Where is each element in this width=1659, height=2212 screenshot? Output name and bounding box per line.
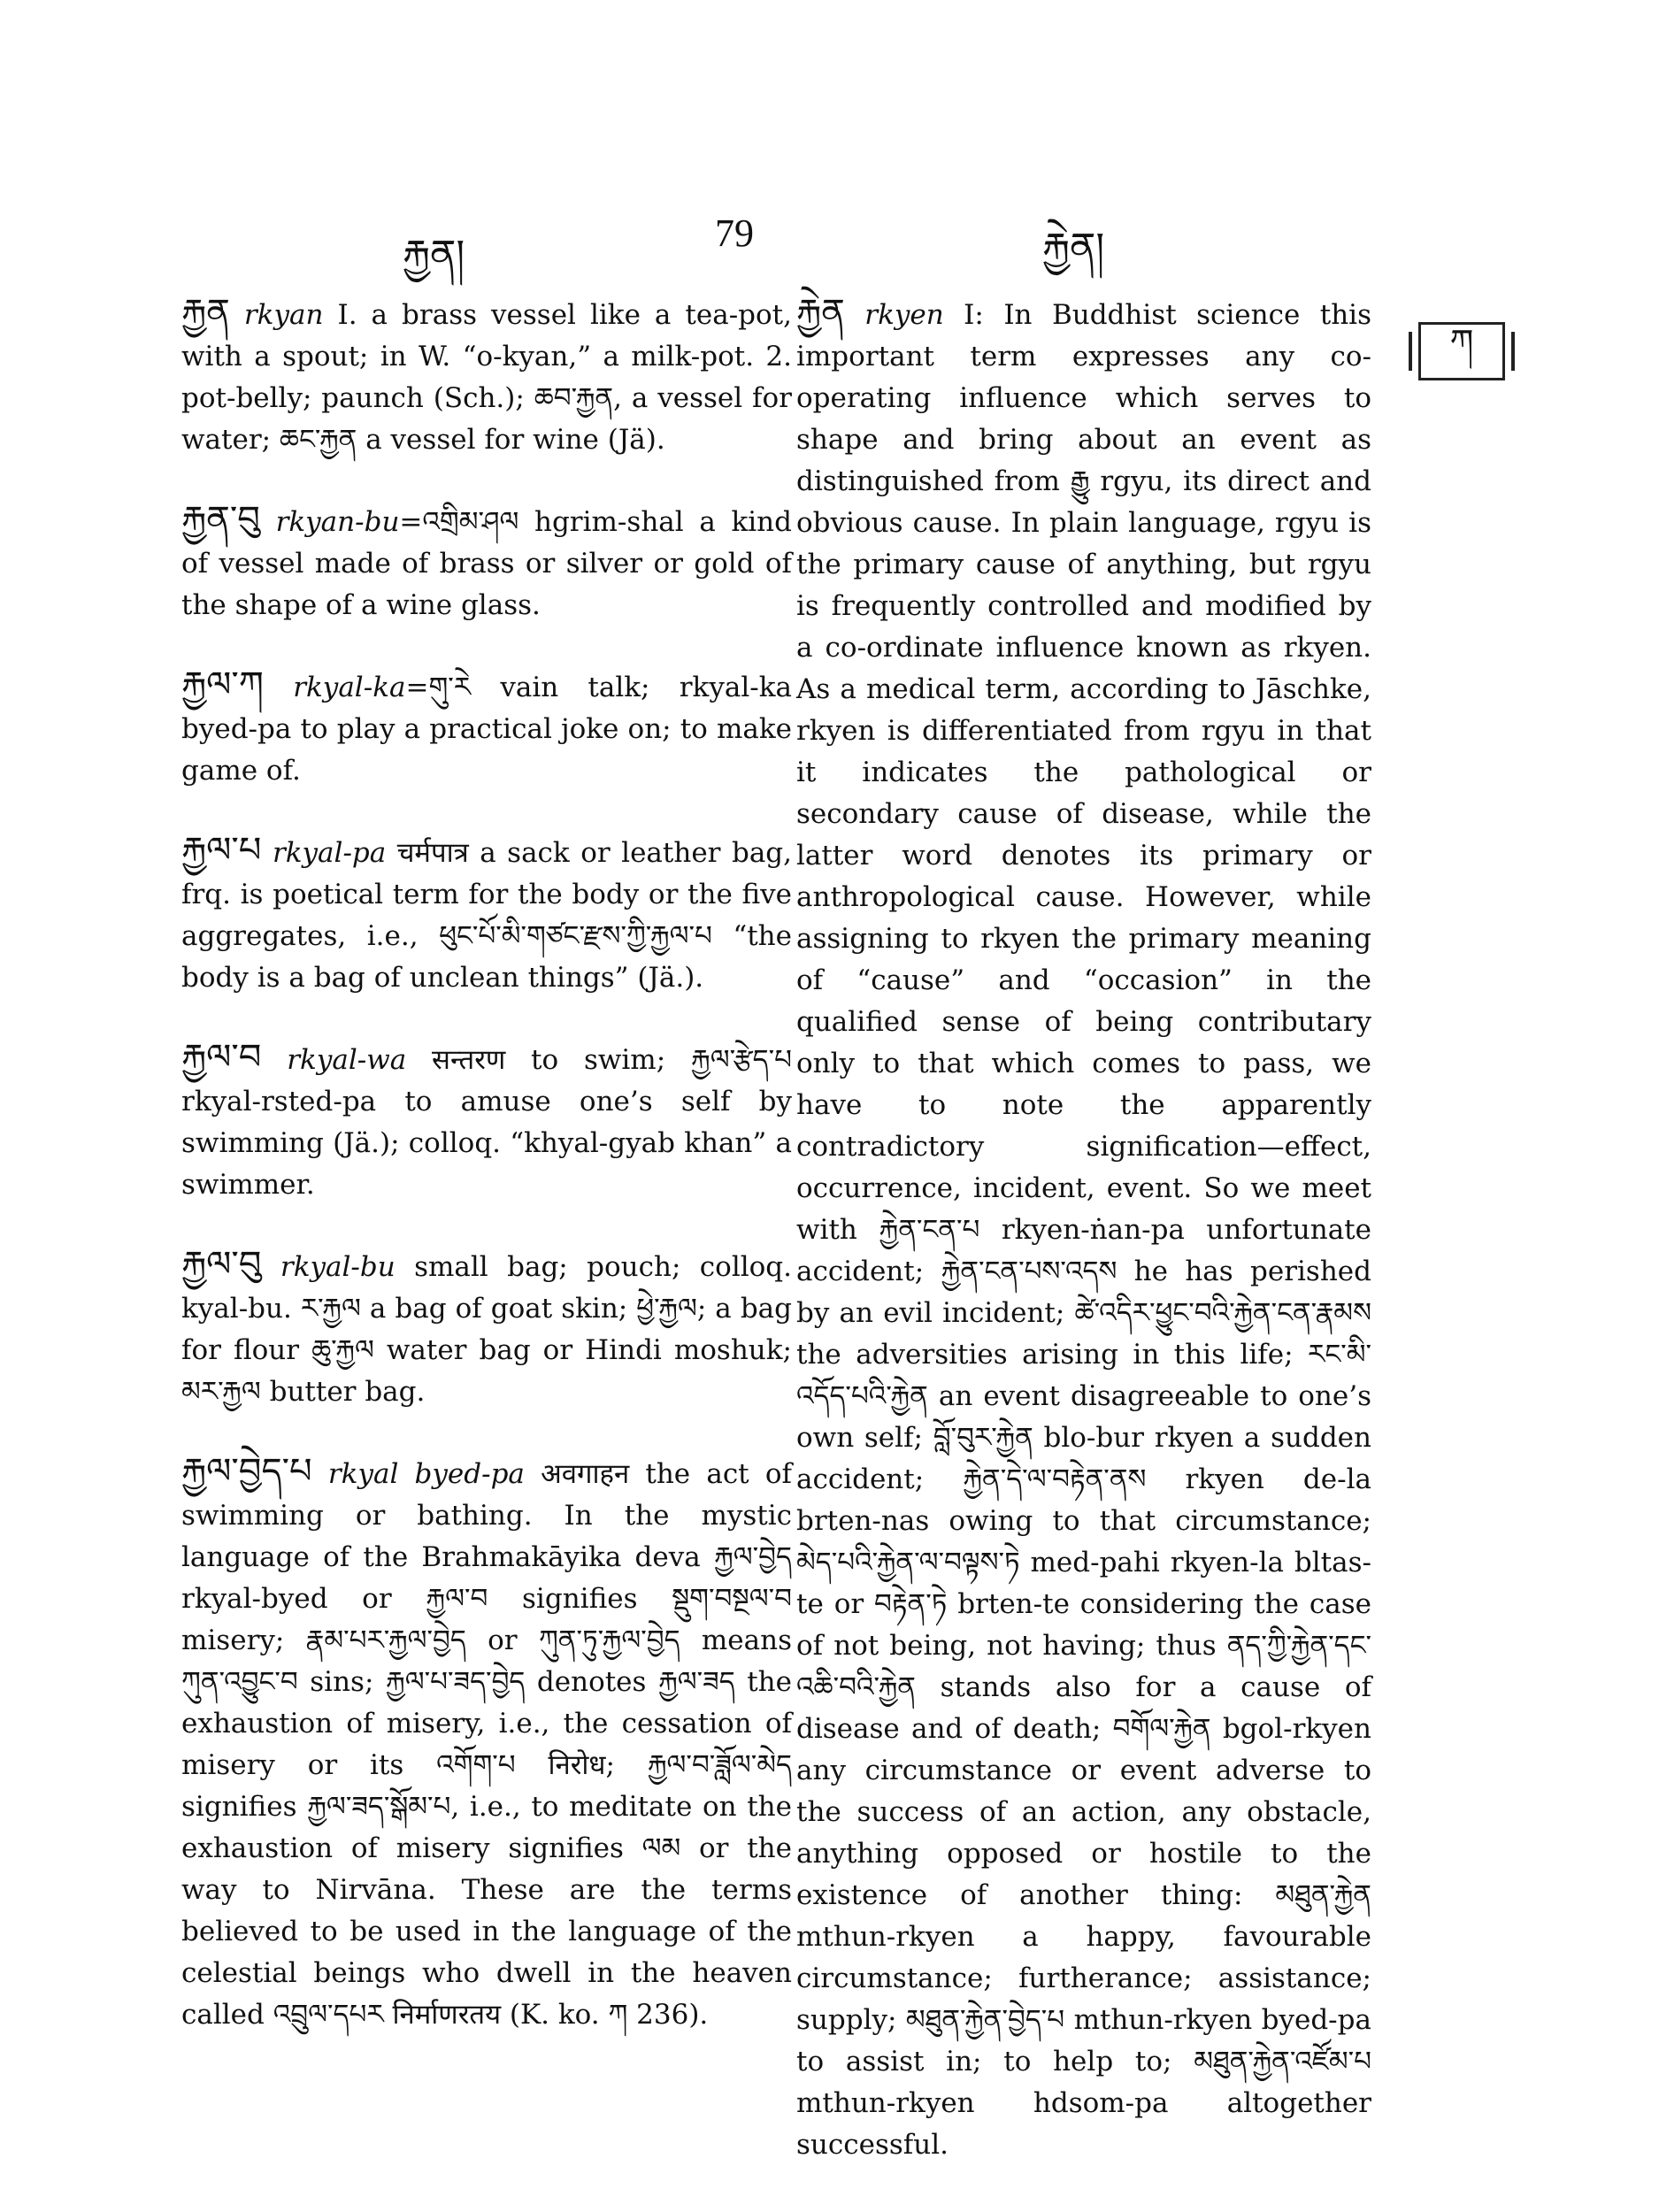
dictionary-entry — [181, 499, 792, 626]
dictionary-entry — [181, 830, 792, 999]
entry-transliteration: rkyal-wa — [287, 1044, 407, 1076]
entry-definition: चर्मपात्र a sack or leather bag, frq. is poetical term for the body or the five aggregates, i.e., ཕུང་པོ་མི་གཙང་རྫས་ཀྱི་རྐྱལ་པ “the body is a bag of unclean things” (Jä.). — [181, 837, 792, 994]
dictionary-entry — [181, 292, 792, 461]
entry-transliteration: rkyal-ka — [293, 672, 406, 703]
entry-definition: =གུ་རེ vain talk; rkyal-ka byed-pa to play a practical joke on; to make game of. — [181, 672, 792, 787]
entry-transliteration: rkyan-bu — [275, 506, 400, 538]
entry-headword: རྐྱལ་བ — [181, 1037, 262, 1078]
entry-definition: अवगाहन the act of swimming or bathing. In the mystic language of the Brahmakāyika deva རྐྱལ་བྱེད rkyal-byed or རྐྱལ་བ signifies སྡུག་བསྔལ་བ misery; རྣམ་པར་རྐྱལ་བྱེད or ཀུན་ཏུ་རྐྱལ་བྱེད means ཀུན་འབྱུང་བ sins; རྐྱལ་པ་ཟད་བྱེད denotes རྐྱལ་ཟད the exhaustion of misery, i.e., the cessation of misery or its འགོག་པ निरोध; རྐྱལ་བ་ཟློལ་མེད signifies རྐྱལ་ཟད་སྒོམ་པ, i.e., to meditate on the exhaustion of misery signifies ལམ or the way to Nirvāna. These are the terms believed to be used in the language of the celestial beings who dwell in the heaven called འབྲུལ་དཔར निर्माणरतय (K. ko. ཀ 236). — [181, 1458, 792, 2031]
thumb-index-tab: ཀ — [1418, 322, 1505, 380]
left-running-title: རྐྱན། — [403, 232, 465, 277]
entry-definition: small bag; pouch; colloq. kyal-bu. ར་རྐྱལ a bag of goat skin; ཕྱེ་རྐྱལ; a bag for flour ཆུ་རྐྱལ water bag or Hindi moshuk; མར་རྐྱལ butter bag. — [181, 1251, 793, 1408]
entry-transliteration: rkyen — [864, 299, 944, 331]
dictionary-entry — [181, 1037, 792, 1206]
dictionary-entry — [181, 1451, 792, 2036]
entry-headword: རྐྱེན — [796, 292, 845, 333]
entry-headword: རྐྱན — [181, 292, 230, 333]
entry-definition: =འགྲིམ་ཤལ hgrim-shal a kind of vessel made of brass or silver or gold of the shape of a wine glass. — [181, 506, 792, 621]
entry-transliteration: rkyal-pa — [272, 837, 387, 869]
entry-definition: सन्तरण to swim; རྐྱལ་རྩེད་པ rkyal-rsted-pa to amuse one’s self by swimming (Jä.); colloq. “khyal-gyab khan” a swimmer. — [181, 1044, 792, 1201]
entry-headword: རྐྱན་བུ — [181, 499, 260, 540]
entry-transliteration: rkyan — [243, 299, 324, 331]
entry-headword: རྐྱལ་ཀ — [181, 664, 264, 705]
left-column — [181, 292, 792, 2074]
dictionary-entry — [181, 664, 792, 792]
page-number: 79 — [715, 211, 754, 255]
right-column — [796, 292, 1371, 2204]
entry-headword: རྐྱལ་བྱེད་པ — [181, 1451, 312, 1492]
dictionary-entry — [796, 292, 1371, 2166]
entry-transliteration: rkyal byed-pa — [327, 1458, 525, 1490]
entry-headword: རྐྱལ་བུ — [181, 1244, 262, 1285]
entry-headword: རྐྱལ་པ — [181, 830, 262, 871]
dictionary-entry — [181, 1244, 792, 1413]
entry-definition: I: In Buddhist science this important term expresses any co-operating influence which serves to shape and bring about an event as distinguished from རྒྱུ rgyu, its direct and obvious cause. In plain language, rgyu is the primary cause of anything, but rgyu is frequently controlled and modified by a co-ordinate influence known as rkyen. As a medical term, according to Jāschke, rkyen is differentiated from rgyu in that it indicates the pathological or secondary cause of disease, while the latter word denotes its primary or anthropological cause. However, while assigning to rkyen the primary meaning of “cause” and “occasion” in the qualified sense of being contributary only to that which comes to pass, we have to note the apparently contradictory signification—effect, occurrence, incident, event. So we meet with རྐྱེན་ངན་པ rkyen-ṅan-pa unfortunate accident; རྐྱེན་ངན་པས་འདས he has perished by an evil incident; ཚེ་འདིར་ཕྱུང་བའི་རྐྱེན་ངན་རྣམས the adversities arising in this life; རང་མི་འདོད་པའི་རྐྱེན an event disagreeable to one’s own self; བློ་བུར་རྐྱེན blo-bur rkyen a sudden accident; རྐྱེན་དེ་ལ་བརྟེན་ནས rkyen de-la brten-nas owing to that circumstance; མེད་པའི་རྐྱེན་ལ་བལྟས་ཏེ med-pahi rkyen-la bltas-te or བརྟེན་ཏེ brten-te considering the case of not being, not having; thus ནད་ཀྱི་རྐྱེན་དང་འཆི་བའི་རྐྱེན stands also for a cause of disease and of death; བགོལ་རྐྱེན bgol-rkyen any circumstance or event adverse to the success of an action, any obstacle, anything opposed or hostile to the existence of another thing: མཐུན་རྐྱེན mthun-rkyen a happy, favourable circumstance; furtherance; assistance; supply; མཐུན་རྐྱེན་བྱེད་པ mthun-rkyen byed-pa to assist in; to help to; མཐུན་རྐྱེན་འཛོམ་པ mthun-rkyen hdsom-pa altogether successful. — [796, 299, 1371, 2161]
entry-definition: I. a brass vessel like a tea-pot, with a spout; in W. “o-kyan,” a milk-pot. 2. pot-belly; paunch (Sch.); ཆབ་རྐྱན, a vessel for water; ཆང་རྐྱན a vessel for wine (Jä). — [181, 299, 792, 456]
right-running-title: རྐྱེན། — [1042, 225, 1105, 270]
entry-transliteration: rkyal-bu — [280, 1251, 396, 1283]
